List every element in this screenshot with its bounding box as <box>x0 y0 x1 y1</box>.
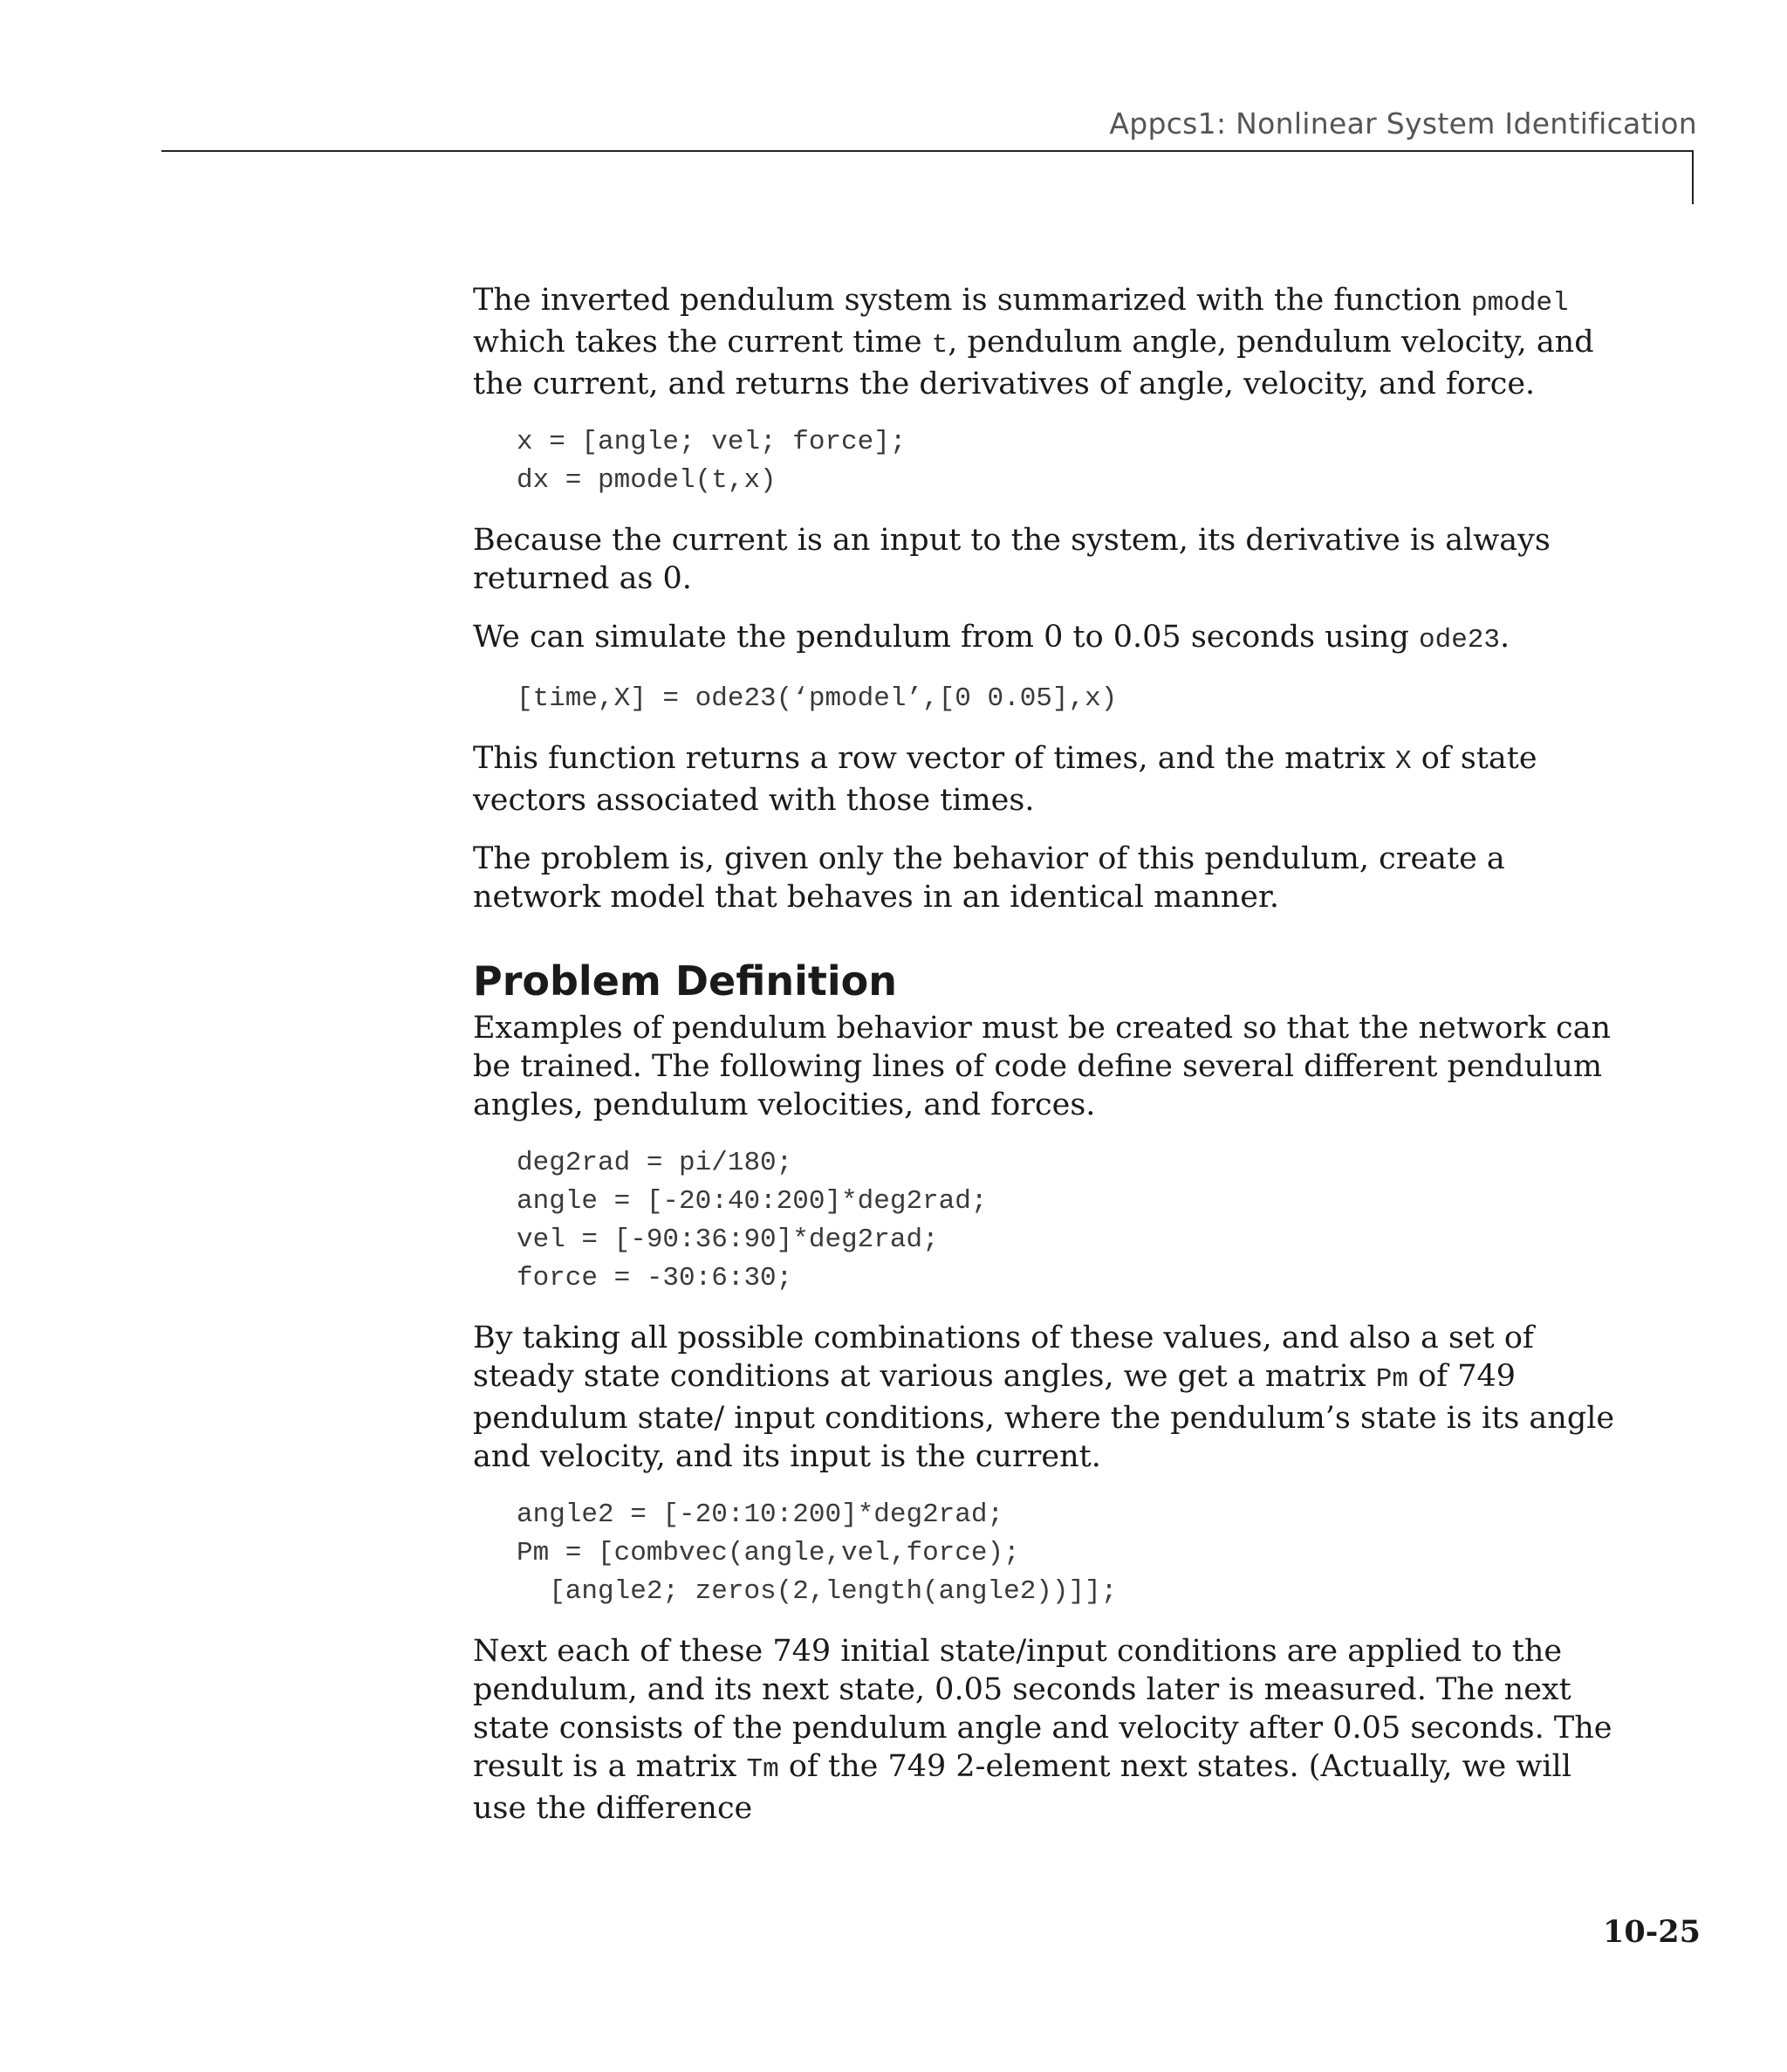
section-heading: Problem Definition <box>473 957 897 1005</box>
paragraph-current-derivative: Because the current is an input to the system, its derivative is always returned as 0. <box>473 523 1551 596</box>
paragraph-text: We can simulate the pendulum from 0 to 0.05 seconds using <box>473 620 1419 655</box>
paragraph-text: By taking all possible combinations of these values, and also a set of steady state conditions at various angles, we get a matrix <box>473 1321 1534 1394</box>
paragraph-text: of state vectors associated with those times. <box>473 741 1537 818</box>
paragraph-returns <box>473 739 1625 820</box>
inline-code-t: t <box>931 330 948 360</box>
paragraph-text: which takes the current time <box>473 325 932 360</box>
inline-code-ode23: ode23 <box>1418 625 1500 655</box>
header-rule-tick <box>1692 150 1694 204</box>
paragraph-problem: The problem is, given only the behavior of this pendulum, create a network model that behaves in an identical manner. <box>473 841 1505 915</box>
page-number: 10-25 <box>1603 1914 1701 1950</box>
paragraph-combinations <box>473 1319 1625 1476</box>
inline-code-X: X <box>1395 746 1412 777</box>
paragraph-pmodel-intro <box>473 281 1625 403</box>
paragraph-text: The inverted pendulum system is summarized with the function <box>473 283 1472 318</box>
code-block-ode23: [time,X] = ode23(‘pmodel’,[0 0.05],x) <box>517 683 1118 714</box>
code-block-state-vector: x = [angle; vel; force]; dx = pmodel(t,x) <box>517 427 907 496</box>
code-block-combvec: angle2 = [-20:10:200]*deg2rad; Pm = [combvec(angle,vel,force); [angle2; zeros(2,length(angle2))]]; <box>517 1499 1118 1607</box>
paragraph-text: , pendulum angle, pendulum velocity, and the current, and returns the derivatives of angle, velocity, and force. <box>473 325 1594 401</box>
paragraph-text: of the 749 2-element next states. (Actually, we will use the difference <box>473 1749 1571 1826</box>
paragraph-text: . <box>1500 620 1510 655</box>
running-header: Appcs1: Nonlinear System Identification <box>1109 106 1697 141</box>
inline-code-Pm: Pm <box>1375 1364 1408 1395</box>
inline-code-pmodel: pmodel <box>1471 288 1569 319</box>
header-rule <box>161 150 1693 152</box>
paragraph-examples: Examples of pendulum behavior must be created so that the network can be trained. The following lines of code define several different pendulum angles, pendulum velocities, and forces. <box>473 1011 1612 1122</box>
page-body <box>473 281 1625 1848</box>
paragraph-next-state <box>473 1632 1625 1828</box>
paragraph-simulate <box>473 618 1625 660</box>
inline-code-Tm: Tm <box>746 1754 779 1785</box>
paragraph-text: This function returns a row vector of times, and the matrix <box>473 741 1395 776</box>
code-block-definitions: deg2rad = pi/180; angle = [-20:40:200]*deg2rad; vel = [-90:36:90]*deg2rad; force = -30:6:30; <box>517 1148 988 1293</box>
paragraph-text: Next each of these 749 initial state/input conditions are applied to the pendulum, and its next state, 0.05 seconds later is measured. The next state consists of the pendulum angle and velocity after 0.05 seconds. The result is a matrix <box>473 1634 1612 1784</box>
paragraph-text: of 749 pendulum state/ input conditions, where the pendulum’s state is its angle and velocity, and its input is the current. <box>473 1359 1615 1474</box>
